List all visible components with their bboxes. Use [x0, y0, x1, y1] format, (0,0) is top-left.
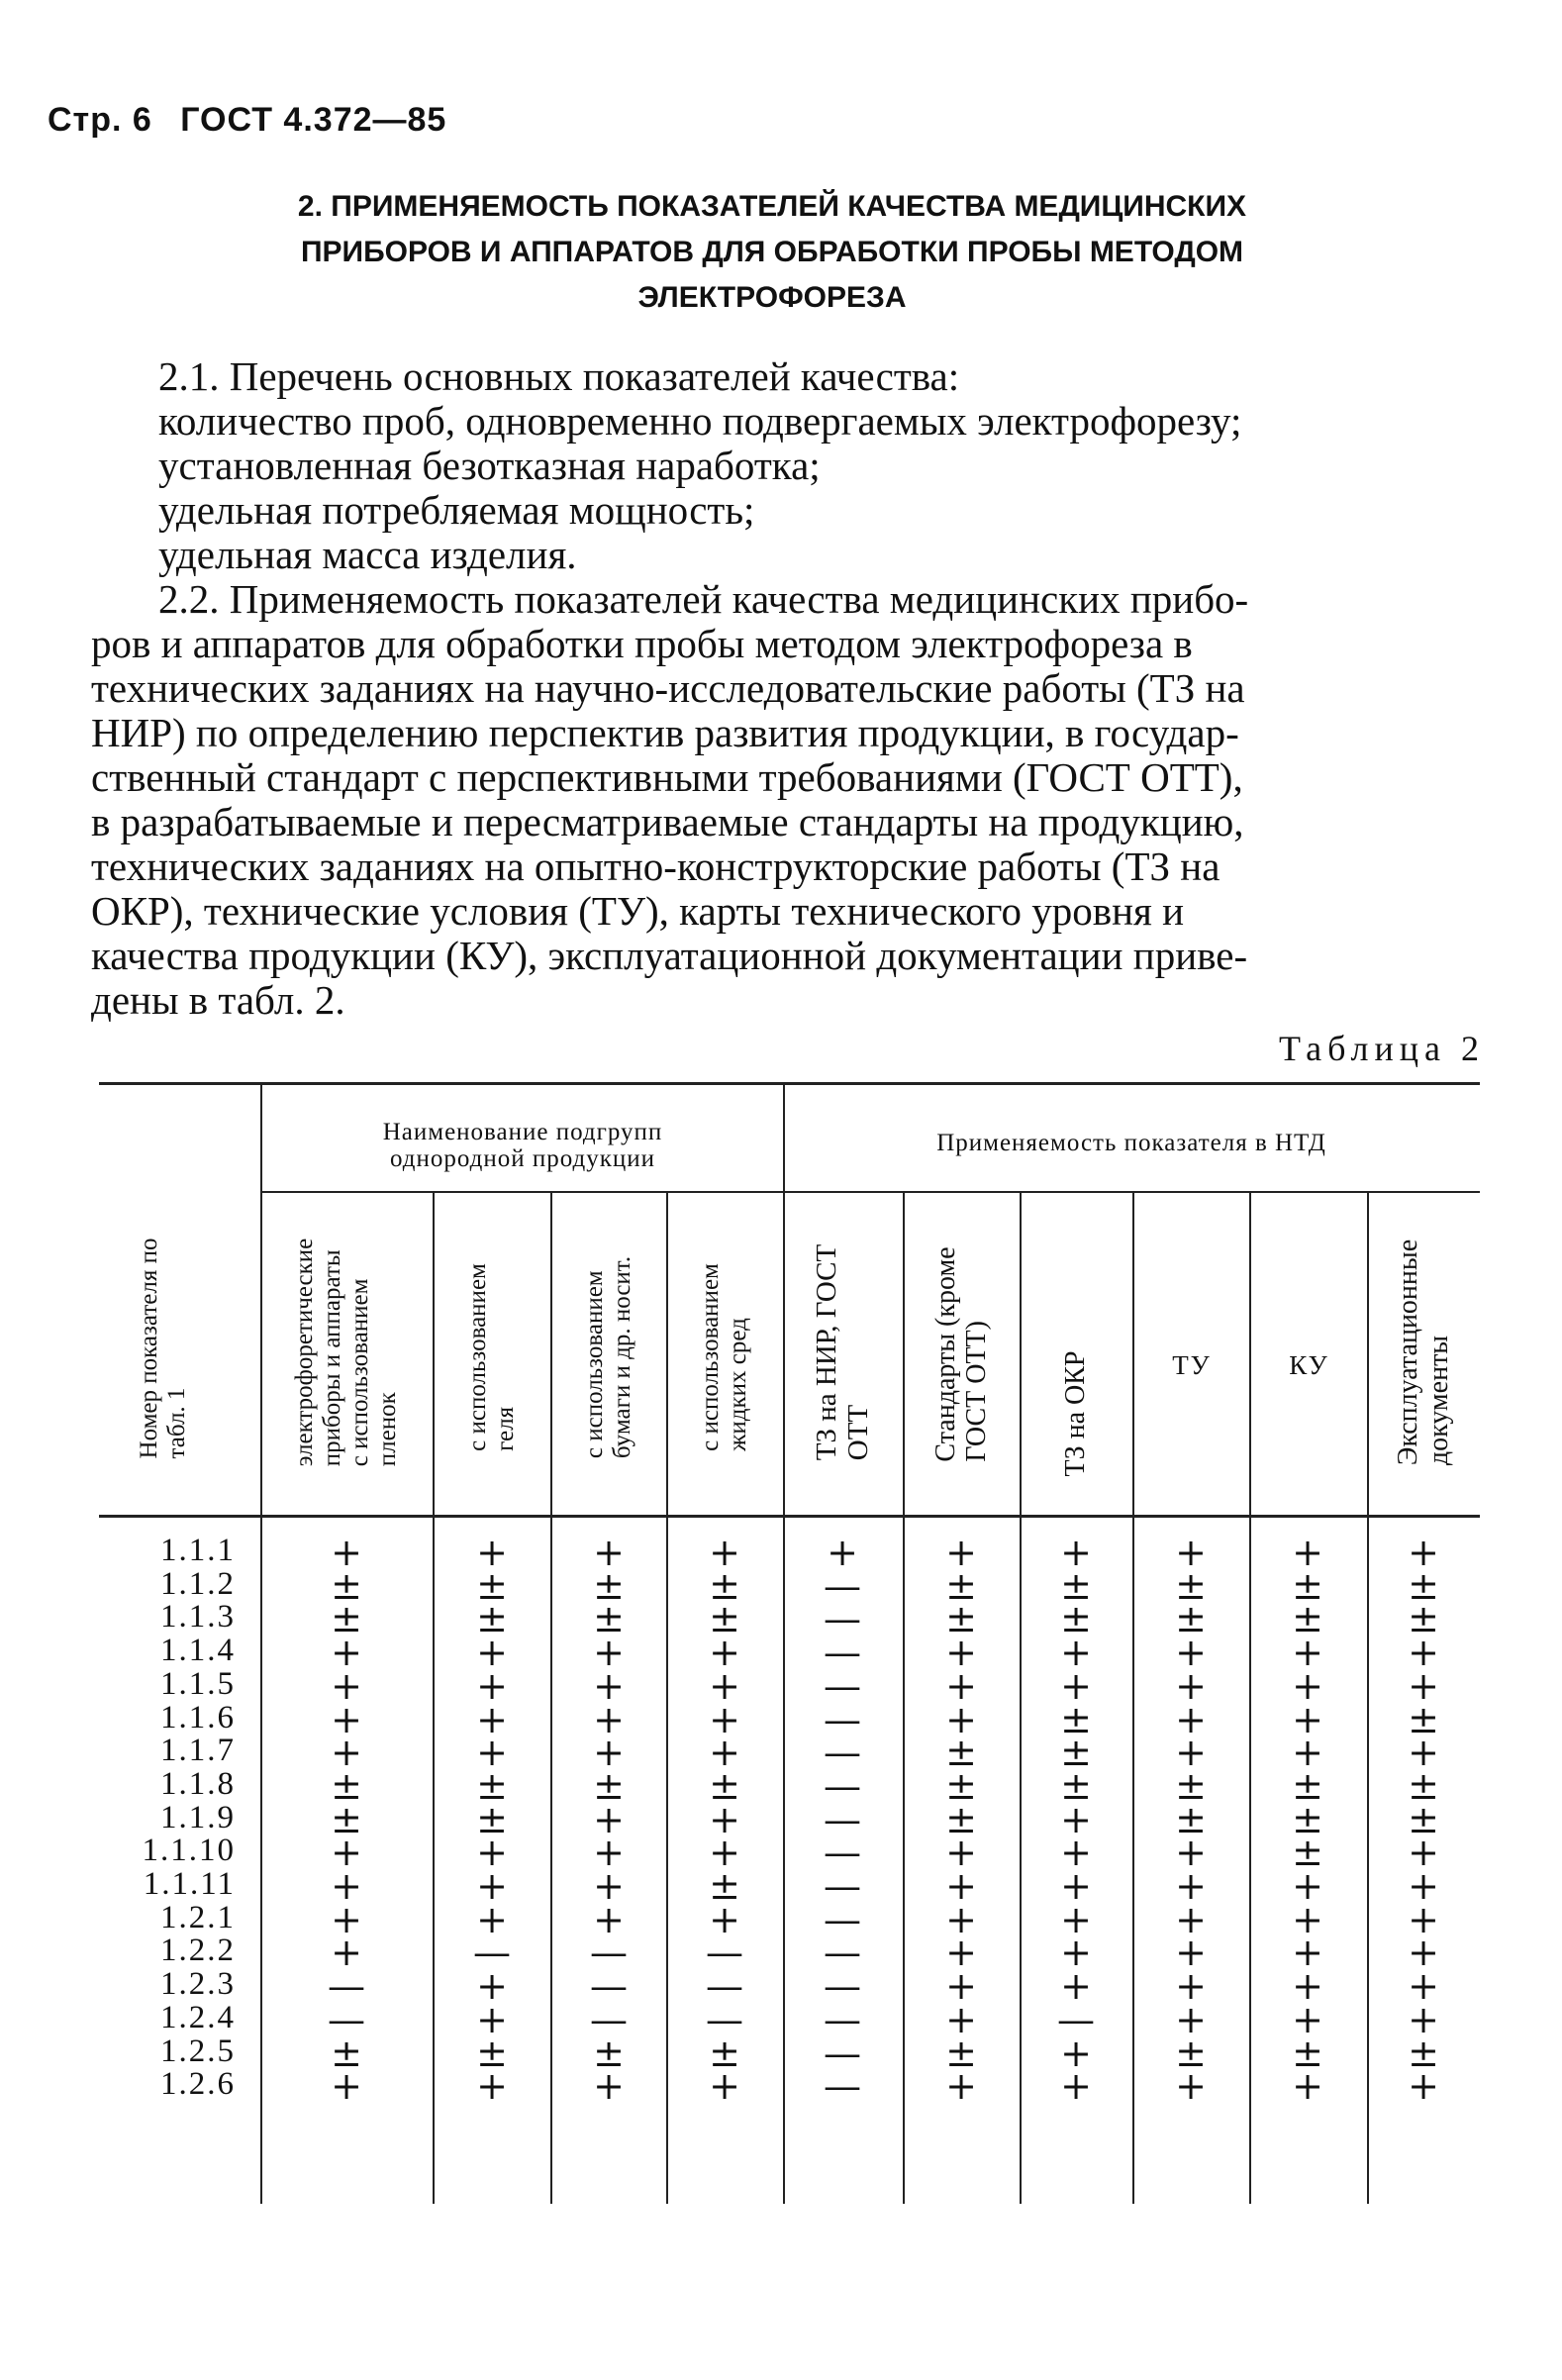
table-cell: +: [1060, 1931, 1092, 1975]
header-line: Стандарты (кроме: [930, 1246, 961, 1462]
table-cell: +: [593, 1631, 625, 1675]
table-cell: +: [476, 2064, 508, 2109]
paragraph-line: количество проб, одновременно подвергаемых электрофорезу;: [158, 398, 1242, 444]
table-cell: +: [1060, 1964, 1092, 2009]
table-cell: ±: [1292, 1797, 1323, 1841]
table-cell: +: [1175, 1897, 1207, 1941]
table-cell: —: [824, 1831, 861, 1875]
table-cell: ±: [1175, 1797, 1207, 1841]
table-cell: ±: [709, 1597, 740, 1641]
table-cell: +: [476, 1631, 508, 1675]
paragraph-line: технических заданиях на научно-исследовательские работы (ТЗ на: [91, 665, 1245, 711]
header-line: пленок: [374, 1392, 401, 1467]
table-cell: +: [1292, 1531, 1323, 1574]
table-cell: ±: [945, 2031, 977, 2075]
header-line: документы: [1423, 1335, 1454, 1466]
table-cell: —: [590, 1997, 628, 2041]
table-cell: ±: [476, 1797, 508, 1841]
table-cell: —: [706, 1997, 743, 2041]
row-number: 1.1.11: [143, 1866, 236, 1902]
table-cell: +: [1292, 1631, 1323, 1675]
table-cell: +: [945, 1931, 977, 1975]
table-cell: —: [473, 1931, 511, 1975]
table-cell: +: [1292, 1864, 1323, 1908]
table-cell: +: [945, 1831, 977, 1875]
column-divider: [1020, 1193, 1022, 2204]
table-cell: ±: [331, 1797, 362, 1841]
header-line: жидких сред: [725, 1318, 751, 1451]
table-cell: +: [476, 1731, 508, 1775]
table-top-rule: [99, 1082, 1480, 1085]
table-cell: +: [1408, 1964, 1439, 2009]
table-cell: +: [1292, 1964, 1323, 2009]
table-cell: +: [1408, 1931, 1439, 1975]
row-number: 1.1.9: [160, 1799, 236, 1835]
table-cell: +: [945, 1964, 977, 2009]
header-bottom-rule: [99, 1515, 1480, 1518]
header-line: ГОСТ ОТТ): [961, 1321, 992, 1462]
table-cell: +: [1408, 1663, 1439, 1708]
table-cell: —: [824, 1631, 861, 1675]
table-cell: —: [706, 1964, 743, 2009]
table-cell: +: [331, 1831, 362, 1875]
table-cell: +: [331, 1631, 362, 1675]
table-cell: +: [593, 1531, 625, 1574]
table-cell: +: [593, 1697, 625, 1741]
column-divider: [1367, 1193, 1369, 2204]
table-cell: ±: [709, 2031, 740, 2075]
table-cell: ±: [1060, 1597, 1092, 1641]
row-number: 1.1.7: [160, 1733, 236, 1769]
table-cell: ±: [476, 1563, 508, 1608]
table-cell: +: [945, 1663, 977, 1708]
table-cell: ±: [1060, 1763, 1092, 1808]
table-cell: +: [331, 1731, 362, 1775]
table-cell: ±: [1175, 1563, 1207, 1608]
table-cell: +: [1292, 2064, 1323, 2109]
table-cell: +: [1175, 1631, 1207, 1675]
table-cell: +: [593, 1663, 625, 1708]
table-cell: —: [824, 1897, 861, 1941]
column-divider: [433, 1193, 435, 2204]
table-cell: +: [1408, 1831, 1439, 1875]
table-cell: ±: [1292, 1563, 1323, 1608]
table-cell: —: [824, 1663, 861, 1708]
column-divider: [666, 1193, 668, 2204]
table-cell: +: [1408, 1864, 1439, 1908]
header-line: ТЗ на ОКР: [1060, 1350, 1091, 1477]
table-cell: —: [824, 1763, 861, 1808]
table-cell: +: [331, 1697, 362, 1741]
table-cell: +: [593, 1797, 625, 1841]
table-cell: +: [1175, 2064, 1207, 2109]
table-cell: —: [824, 1964, 861, 2009]
table-cell: ±: [945, 1563, 977, 1608]
table-cell: +: [709, 1797, 740, 1841]
table-cell: —: [824, 2064, 861, 2109]
header-line: бумаги и др. носит.: [609, 1255, 635, 1459]
paragraph-line: удельная потребляемая мощность;: [158, 487, 755, 533]
table-cell: ±: [1175, 2031, 1207, 2075]
column-divider: [1132, 1193, 1134, 2204]
column-divider: [260, 1085, 262, 2204]
table-cell: +: [827, 1531, 858, 1574]
table-cell: +: [709, 1531, 740, 1574]
table-cell: ±: [1292, 1597, 1323, 1641]
paragraph-line: удельная масса изделия.: [158, 532, 577, 577]
table-cell: ±: [1292, 2031, 1323, 2075]
table-cell: ±: [1408, 1563, 1439, 1608]
header-line: электрофоретические: [291, 1238, 318, 1467]
header-line: Эксплуатационные: [1393, 1239, 1423, 1466]
table-cell: +: [331, 1663, 362, 1708]
section-title-line: ЭЛЕКТРОФОРЕЗА: [637, 281, 907, 314]
table-cell: +: [709, 2064, 740, 2109]
table-cell: —: [824, 1931, 861, 1975]
row-number: 1.1.2: [160, 1565, 236, 1602]
table-cell: ±: [476, 2031, 508, 2075]
table-cell: +: [1175, 1831, 1207, 1875]
table-cell: —: [824, 1864, 861, 1908]
table-cell: ±: [476, 1597, 508, 1641]
table-cell: +: [1175, 1731, 1207, 1775]
table-cell: ±: [1292, 1831, 1323, 1875]
table-cell: ±: [593, 1763, 625, 1808]
header-line: с использованием: [697, 1263, 724, 1451]
table-cell: +: [1060, 1531, 1092, 1574]
table-cell: +: [593, 1897, 625, 1941]
table-cell: +: [476, 1964, 508, 2009]
group-header-subgroups: [262, 1119, 783, 1172]
section-title-line: 2. ПРИМЕНЯЕМОСТЬ ПОКАЗАТЕЛЕЙ КАЧЕСТВА МЕДИЦИНСКИХ: [297, 190, 1247, 223]
table-cell: ±: [709, 1563, 740, 1608]
table-cell: —: [1057, 1997, 1095, 2041]
table-cell: ±: [593, 2031, 625, 2075]
table-cell: +: [709, 1631, 740, 1675]
table-cell: ±: [709, 1864, 740, 1908]
table-cell: +: [945, 1531, 977, 1574]
table-cell: —: [328, 1964, 365, 2009]
column-divider: [550, 1193, 552, 2204]
table-cell: +: [1175, 1663, 1207, 1708]
table-cell: —: [328, 1997, 365, 2041]
table-cell: ±: [945, 1597, 977, 1641]
row-number: 1.2.1: [160, 1899, 236, 1935]
row-number: 1.1.1: [160, 1533, 236, 1568]
table-cell: ±: [1060, 1697, 1092, 1741]
table-cell: +: [1408, 1531, 1439, 1574]
section-title-line: ПРИБОРОВ И АППАРАТОВ ДЛЯ ОБРАБОТКИ ПРОБЫ МЕТОДОМ: [300, 236, 1244, 268]
table-cell: +: [1060, 1831, 1092, 1875]
paragraph-line: ОКР), технические условия (ТУ), карты технического уровня и: [91, 888, 1185, 934]
header-line: приборы и аппараты: [319, 1249, 345, 1467]
table-cell: +: [1175, 1964, 1207, 2009]
table-cell: ±: [1060, 1563, 1092, 1608]
table-cell: +: [945, 1997, 977, 2041]
table-cell: ±: [1408, 1697, 1439, 1741]
table-cell: +: [709, 1831, 740, 1875]
row-number: 1.1.10: [142, 1833, 236, 1869]
table-cell: ±: [945, 1763, 977, 1808]
table-cell: —: [706, 1931, 743, 1975]
table-cell: ±: [709, 1763, 740, 1808]
table-cell: —: [824, 1697, 861, 1741]
table-cell: +: [1408, 1997, 1439, 2041]
table-cell: +: [945, 1897, 977, 1941]
table-cell: ±: [1408, 1797, 1439, 1841]
table-cell: +: [1175, 1931, 1207, 1975]
table-cell: +: [593, 2064, 625, 2109]
paragraph-line: дены в табл. 2.: [91, 977, 345, 1023]
table-cell: —: [824, 1997, 861, 2041]
group-header-ntd: Применяемость показателя в НТД: [936, 1130, 1326, 1156]
header-line: с использованием: [346, 1278, 373, 1467]
paragraph-line: качества продукции (КУ), эксплуатационной документации приве-: [91, 933, 1248, 978]
table-cell: +: [1292, 1697, 1323, 1741]
table-cell: ±: [331, 1597, 362, 1641]
row-number: 1.1.8: [160, 1765, 236, 1802]
table-cell: +: [1060, 2031, 1092, 2075]
table-cell: +: [945, 1697, 977, 1741]
header-line: ОТТ: [842, 1404, 874, 1461]
table-cell: ±: [1175, 1597, 1207, 1641]
table-cell: +: [331, 1531, 362, 1574]
table-cell: +: [476, 1997, 508, 2041]
paragraph-line: 2.1. Перечень основных показателей качества:: [158, 353, 960, 399]
table-cell: +: [1292, 1897, 1323, 1941]
column-divider: [1249, 1193, 1251, 2204]
paragraph-line: 2.2. Применяемость показателей качества медицинских прибо-: [158, 576, 1249, 622]
paragraph-line: НИР) по определению перспектив развития продукции, в государ-: [91, 710, 1239, 755]
paragraph-line: технических заданиях на опытно-конструкторские работы (ТЗ на: [91, 843, 1220, 889]
table-cell: ±: [945, 1731, 977, 1775]
table-cell: ±: [331, 2031, 362, 2075]
row-number: 1.1.4: [160, 1633, 236, 1669]
col-header-tu: ТУ: [1172, 1350, 1212, 1380]
page-number: Стр. 6: [48, 101, 152, 139]
column-divider: [903, 1193, 905, 2204]
table-cell: +: [331, 1897, 362, 1941]
column-divider: [783, 1085, 785, 2204]
header-line: с использованием: [581, 1270, 608, 1459]
table-cell: ±: [593, 1597, 625, 1641]
table-cell: +: [1060, 1631, 1092, 1675]
table-cell: +: [1175, 1997, 1207, 2041]
table-cell: +: [1175, 1864, 1207, 1908]
table-cell: —: [824, 1597, 861, 1641]
row-number: 1.2.3: [160, 1966, 236, 2003]
table-cell: +: [476, 1864, 508, 1908]
header-line: Номер показателя по: [136, 1238, 162, 1459]
group-header-line: Наименование подгрупп: [382, 1119, 663, 1145]
table-cell: —: [590, 1964, 628, 2009]
table-cell: ±: [1175, 1763, 1207, 1808]
table-cell: ±: [1408, 2031, 1439, 2075]
row-number: 1.2.2: [160, 1933, 236, 1969]
table-cell: +: [331, 2064, 362, 2109]
row-number: 1.2.6: [160, 2066, 236, 2103]
table-cell: +: [476, 1697, 508, 1741]
table-cell: ±: [1408, 1763, 1439, 1808]
table-cell: +: [593, 1731, 625, 1775]
col-header-ku: КУ: [1289, 1350, 1329, 1380]
table-cell: +: [1408, 1631, 1439, 1675]
table-cell: +: [709, 1897, 740, 1941]
table-cell: ±: [593, 1563, 625, 1608]
table-cell: +: [1292, 1731, 1323, 1775]
table-cell: ±: [331, 1563, 362, 1608]
header-line: ТЗ на НИР, ГОСТ: [811, 1243, 842, 1461]
group-header-rule: [260, 1191, 1480, 1193]
table-cell: +: [331, 1931, 362, 1975]
table-cell: +: [1060, 1663, 1092, 1708]
table-cell: +: [331, 1864, 362, 1908]
paragraph-line: ров и аппаратов для обработки пробы методом электрофореза в: [91, 621, 1193, 666]
table-cell: +: [476, 1531, 508, 1574]
table-cell: +: [1292, 1931, 1323, 1975]
table-cell: ±: [331, 1763, 362, 1808]
table-cell: +: [1408, 1897, 1439, 1941]
table-cell: +: [945, 2064, 977, 2109]
paragraph-line: в разрабатываемые и пересматриваемые стандарты на продукцию,: [91, 799, 1244, 844]
table-cell: ±: [1060, 1731, 1092, 1775]
row-number: 1.1.5: [160, 1665, 236, 1702]
table-cell: +: [1292, 1997, 1323, 2041]
table-cell: +: [945, 1864, 977, 1908]
table-cell: +: [1408, 2064, 1439, 2109]
table-cell: ±: [945, 1797, 977, 1841]
table-cell: +: [1060, 1797, 1092, 1841]
row-number: 1.1.6: [160, 1699, 236, 1735]
table-cell: +: [1060, 2064, 1092, 2109]
table-cell: —: [590, 1931, 628, 1975]
table-cell: +: [1408, 1731, 1439, 1775]
row-number: 1.2.5: [160, 2033, 236, 2069]
table-cell: —: [824, 1797, 861, 1841]
row-number: 1.2.4: [160, 1999, 236, 2035]
table-cell: +: [1060, 1864, 1092, 1908]
standard-code: ГОСТ 4.372—85: [180, 101, 447, 139]
table-cell: +: [709, 1663, 740, 1708]
table-cell: —: [824, 1731, 861, 1775]
table-cell: +: [476, 1663, 508, 1708]
group-header-line: однородной продукции: [389, 1145, 656, 1172]
table-cell: +: [709, 1731, 740, 1775]
table-cell: +: [1175, 1697, 1207, 1741]
table-cell: +: [476, 1897, 508, 1941]
table-cell: +: [945, 1631, 977, 1675]
header-line: табл. 1: [163, 1387, 190, 1459]
table-cell: ±: [1408, 1597, 1439, 1641]
table-cell: +: [476, 1831, 508, 1875]
header-line: с использованием: [464, 1263, 491, 1451]
table-cell: ±: [476, 1763, 508, 1808]
table-cell: +: [709, 1697, 740, 1741]
table-cell: ±: [1292, 1763, 1323, 1808]
table-label: Таблица 2: [1279, 1029, 1485, 1068]
table-cell: +: [1175, 1531, 1207, 1574]
table-cell: +: [593, 1864, 625, 1908]
table-cell: +: [1060, 1897, 1092, 1941]
row-number: 1.1.3: [160, 1599, 236, 1636]
paragraph-line: установленная безотказная наработка;: [158, 443, 821, 488]
table-cell: +: [593, 1831, 625, 1875]
table-cell: —: [824, 2031, 861, 2075]
paragraph-line: ственный стандарт с перспективными требованиями (ГОСТ ОТТ),: [91, 754, 1243, 800]
table-cell: +: [1292, 1663, 1323, 1708]
header-line: геля: [492, 1406, 519, 1451]
table-cell: —: [824, 1563, 861, 1608]
